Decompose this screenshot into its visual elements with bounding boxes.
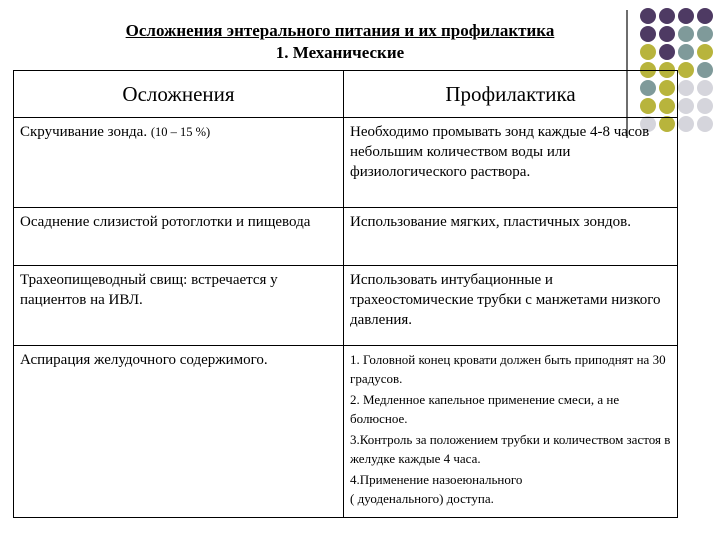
page-title: [40, 20, 640, 64]
decorative-dot: [678, 44, 694, 60]
decorative-dot: [678, 116, 694, 132]
prevention-step: 3.Контроль за положением трубки и количеством застоя в желудке каждые 4 часа.: [350, 432, 671, 466]
decorative-dot: [678, 62, 694, 78]
prevention-step: ( дуоденального) доступа.: [350, 491, 494, 506]
decorative-dot: [640, 26, 656, 42]
table-row: [14, 118, 678, 208]
prevention-step: 4.Применение назоеюнального: [350, 472, 523, 487]
decorative-dot: [697, 80, 713, 96]
prevention-step: 1. Головной конец кровати должен быть приподнят на 30 градусов.: [350, 352, 666, 386]
prevention-cell: Использовать интубационные и трахеостомические трубки с манжетами низкого давления.: [344, 266, 678, 346]
table-row: [14, 346, 678, 518]
decorative-dot: [697, 8, 713, 24]
complication-cell: Аспирация желудочного содержимого.: [14, 346, 344, 518]
decorative-dot: [697, 26, 713, 42]
complication-cell: Трахеопищеводный свищ: встречается у пациентов на ИВЛ.: [14, 266, 344, 346]
prevention-cell: [344, 346, 678, 518]
decorative-dot: [697, 116, 713, 132]
complications-table: [13, 70, 678, 518]
complication-cell: [14, 118, 344, 208]
decorative-dot: [697, 98, 713, 114]
table-row: [14, 208, 678, 266]
prevention-cell: Необходимо промывать зонд каждые 4-8 часов небольшим количеством воды или физиологического раствора.: [344, 118, 678, 208]
decorative-dot: [640, 44, 656, 60]
decorative-dot: [678, 80, 694, 96]
prevention-cell: Использование мягких, пластичных зондов.: [344, 208, 678, 266]
decorative-dot: [678, 98, 694, 114]
complication-text: Скручивание зонда.: [20, 124, 148, 140]
decorative-dot: [659, 8, 675, 24]
header-complications: Осложнения: [14, 71, 344, 118]
prevention-step: 2. Медленное капельное применение смеси, а не болюсное.: [350, 392, 620, 426]
complication-cell: Осаднение слизистой ротоглотки и пищевода: [14, 208, 344, 266]
decorative-dot: [659, 44, 675, 60]
table-row: [14, 266, 678, 346]
title-line-1: Осложнения энтерального питания и их профилактика: [125, 21, 555, 40]
title-line-2: 1. Механические: [275, 43, 405, 62]
decorative-dot: [659, 26, 675, 42]
decorative-dot: [678, 26, 694, 42]
table-header-row: [14, 71, 678, 118]
decorative-dot: [697, 62, 713, 78]
decorative-dot: [678, 8, 694, 24]
complication-note: (10 – 15 %): [150, 125, 211, 139]
header-prevention: Профилактика: [344, 71, 678, 118]
decorative-dot: [697, 44, 713, 60]
decorative-dot: [640, 8, 656, 24]
